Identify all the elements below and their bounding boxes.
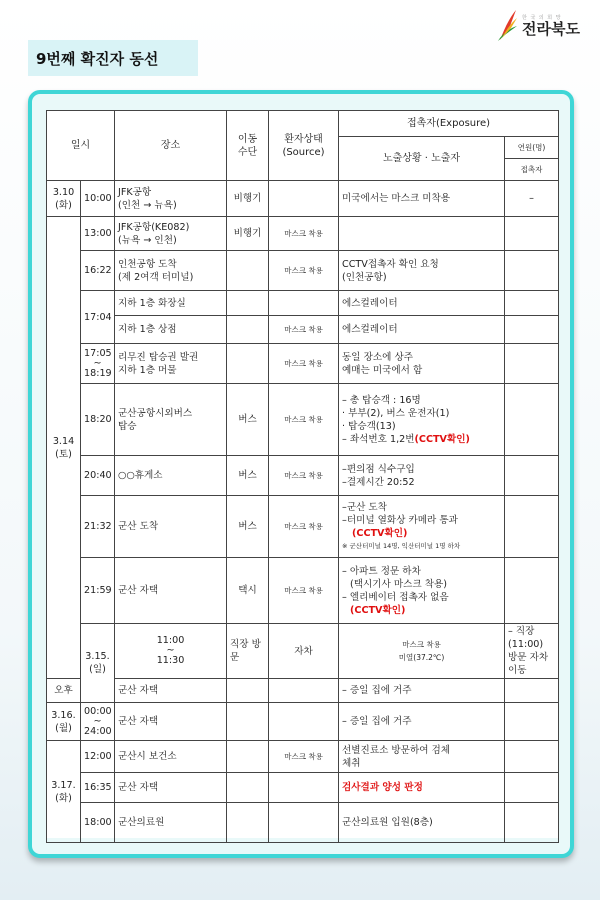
- place-cell: 리무진 탑승권 발권 지하 1층 머물: [115, 344, 227, 384]
- contacts-cell: –: [505, 181, 559, 217]
- status-cell: 마스크 착용: [269, 251, 339, 291]
- place-cell: 군산시 보건소: [115, 741, 227, 773]
- place-cell: 군산의료원: [115, 803, 227, 843]
- table-row: [47, 316, 559, 344]
- contacts-cell: [505, 291, 559, 316]
- time-cell: 21:32: [81, 496, 115, 558]
- table-row: [47, 456, 559, 496]
- time-cell: 10:00: [81, 181, 115, 217]
- date-cell: 3.15. (일): [81, 624, 115, 703]
- status-cell: 마스크 착용: [269, 316, 339, 344]
- contacts-cell: [505, 316, 559, 344]
- transport-cell: [227, 703, 269, 741]
- time-cell: 00:00 ~ 24:00: [81, 703, 115, 741]
- contacts-cell: [505, 496, 559, 558]
- contacts-cell: [505, 803, 559, 843]
- transport-cell: [227, 803, 269, 843]
- header-datetime: 일시: [47, 111, 115, 181]
- exposure-cell: 동일 장소에 상주 예매는 미국에서 함: [339, 344, 505, 384]
- time-cell: 13:00: [81, 217, 115, 251]
- status-cell: 마스크 착용: [269, 344, 339, 384]
- place-cell: 군산 자택: [115, 679, 227, 703]
- status-cell: 마스크 착용: [269, 741, 339, 773]
- time-cell: 18:00: [81, 803, 115, 843]
- exposure-cell: [339, 217, 505, 251]
- cctv-confirmed-label: (CCTV확인): [414, 433, 470, 445]
- contacts-cell: [505, 703, 559, 741]
- table-row: [47, 181, 559, 217]
- header-contacts: 접촉자: [505, 159, 559, 181]
- status-cell: 마스크 착용: [269, 496, 339, 558]
- page-title-bar: [28, 40, 198, 76]
- place-cell: 군산 자택: [115, 773, 227, 803]
- status-cell: 마스크 착용: [269, 384, 339, 456]
- place-cell: 군산 자택: [115, 703, 227, 741]
- table-row: [47, 773, 559, 803]
- time-cell: 12:00: [81, 741, 115, 773]
- contacts-cell: [505, 251, 559, 291]
- table-row: [47, 803, 559, 843]
- date-cell: 3.14 (토): [47, 217, 81, 679]
- transport-cell: 비행기: [227, 217, 269, 251]
- status-cell: [269, 803, 339, 843]
- table-row: [47, 496, 559, 558]
- time-cell: 16:35: [81, 773, 115, 803]
- cctv-confirmed-label: (CCTV확인): [352, 527, 408, 539]
- status-cell: [269, 703, 339, 741]
- transport-cell: [227, 773, 269, 803]
- table-row: [47, 384, 559, 456]
- transport-cell: 비행기: [227, 181, 269, 217]
- contacts-cell: [505, 773, 559, 803]
- contacts-cell: [505, 217, 559, 251]
- exposure-cell: 선별진료소 방문하여 검체 체취: [339, 741, 505, 773]
- contacts-cell: [505, 558, 559, 624]
- brand-name: 전라북도: [522, 19, 580, 38]
- table-row: [47, 703, 559, 741]
- place-cell: JFK공항 (인천 → 뉴욕): [115, 181, 227, 217]
- status-cell: [269, 773, 339, 803]
- contacts-cell: [505, 679, 559, 703]
- contacts-cell: [505, 384, 559, 456]
- exposure-cell: 에스컬레이터: [339, 291, 505, 316]
- exposure-cell: – 아파트 정문 하차 (택시기사 마스크 착용) – 엘리베이터 접촉자 없음 (CCTV확인): [339, 558, 505, 624]
- exposure-cell: CCTV접촉자 확인 요청 (인천공항): [339, 251, 505, 291]
- header-transport: 이동 수단: [227, 111, 269, 181]
- time-cell: 11:00 ~ 11:30: [115, 624, 227, 679]
- time-cell: 17:05 ~ 18:19: [81, 344, 115, 384]
- exposure-cell: –군산 도착 –터미널 열화상 카메라 통과 (CCTV확인) ※ 군산터미널 14명, 익산터미널 1명 하차: [339, 496, 505, 558]
- transport-cell: 자차: [269, 624, 339, 679]
- exposure-cell: – 증일 집에 거주: [339, 703, 505, 741]
- transport-cell: 버스: [227, 384, 269, 456]
- exposure-cell: –편의점 식수구입 –결제시간 20:52: [339, 456, 505, 496]
- exposure-cell: 군산의료원 입원(8층): [339, 803, 505, 843]
- table-row: [47, 558, 559, 624]
- status-cell: 마스크 착용: [269, 558, 339, 624]
- place-cell: JFK공항(KE082) (뉴욕 → 인천): [115, 217, 227, 251]
- time-cell: 20:40: [81, 456, 115, 496]
- brand-tagline: 한 국 의 희 망: [522, 14, 562, 21]
- status-cell: 마스크 착용 미열(37.2℃): [339, 624, 505, 679]
- exposure-cell: – 직장 (11:00) 방문 자차이동: [505, 624, 559, 679]
- status-cell: [269, 181, 339, 217]
- exposure-cell: – 총 탑승객 : 16명 · 부부(2), 버스 운전자(1) · 탑승객(13) – 좌석번호 1,2번(CCTV확인): [339, 384, 505, 456]
- transport-cell: 버스: [227, 456, 269, 496]
- status-cell: 마스크 착용: [269, 217, 339, 251]
- time-cell: 18:20: [81, 384, 115, 456]
- contacts-cell: [505, 741, 559, 773]
- table-row: [47, 217, 559, 251]
- place-cell: 지하 1층 상점: [115, 316, 227, 344]
- transport-cell: [227, 251, 269, 291]
- contacts-cell: [505, 456, 559, 496]
- positive-result-label: 검사결과 양성 판정: [339, 773, 505, 803]
- header-exposure-situation: 노출상황 · 노출자: [339, 137, 505, 181]
- transport-cell: [227, 316, 269, 344]
- place-cell: ○○휴게소: [115, 456, 227, 496]
- date-cell: 3.17. (화): [47, 741, 81, 843]
- header-link: 연원(명): [505, 137, 559, 159]
- exposure-cell: – 증일 집에 거주: [339, 679, 505, 703]
- header-exposure: 접촉자(Exposure): [339, 111, 559, 137]
- table-row: [47, 741, 559, 773]
- cctv-confirmed-label: (CCTV확인): [350, 604, 406, 616]
- exposure-cell: 에스컬레이터: [339, 316, 505, 344]
- time-cell: 17:04: [81, 291, 115, 344]
- time-cell: 16:22: [81, 251, 115, 291]
- exposure-cell: 미국에서는 마스크 미착용: [339, 181, 505, 217]
- brand-emblem-icon: [496, 8, 518, 42]
- route-table: [46, 110, 559, 843]
- status-cell: 마스크 착용: [269, 456, 339, 496]
- transport-cell: 버스: [227, 496, 269, 558]
- transport-cell: [227, 344, 269, 384]
- status-cell: [269, 291, 339, 316]
- place-cell: 군산 도착: [115, 496, 227, 558]
- place-cell: 인천공항 도착 (제 2여객 터미널): [115, 251, 227, 291]
- time-cell: 21:59: [81, 558, 115, 624]
- date-cell: 3.10 (화): [47, 181, 81, 217]
- time-cell: 오후: [47, 679, 81, 703]
- transport-cell: [227, 679, 269, 703]
- table-row: [47, 344, 559, 384]
- table-row: [47, 679, 559, 703]
- table-row: [47, 624, 559, 679]
- brand-logo: [496, 8, 580, 42]
- transport-cell: [227, 741, 269, 773]
- header-status: 환자상태 (Source): [269, 111, 339, 181]
- status-cell: [269, 679, 339, 703]
- place-cell: 직장 방문: [227, 624, 269, 679]
- transport-cell: [227, 291, 269, 316]
- table-row: [47, 291, 559, 316]
- transport-cell: 택시: [227, 558, 269, 624]
- place-cell: 군산공항시외버스 탑승: [115, 384, 227, 456]
- page-title: 9번째 확진자 동선: [36, 49, 159, 68]
- header-place: 장소: [115, 111, 227, 181]
- place-cell: 군산 자택: [115, 558, 227, 624]
- place-cell: 지하 1층 화장실: [115, 291, 227, 316]
- contacts-cell: [505, 344, 559, 384]
- date-cell: 3.16. (월): [47, 703, 81, 741]
- table-row: [47, 251, 559, 291]
